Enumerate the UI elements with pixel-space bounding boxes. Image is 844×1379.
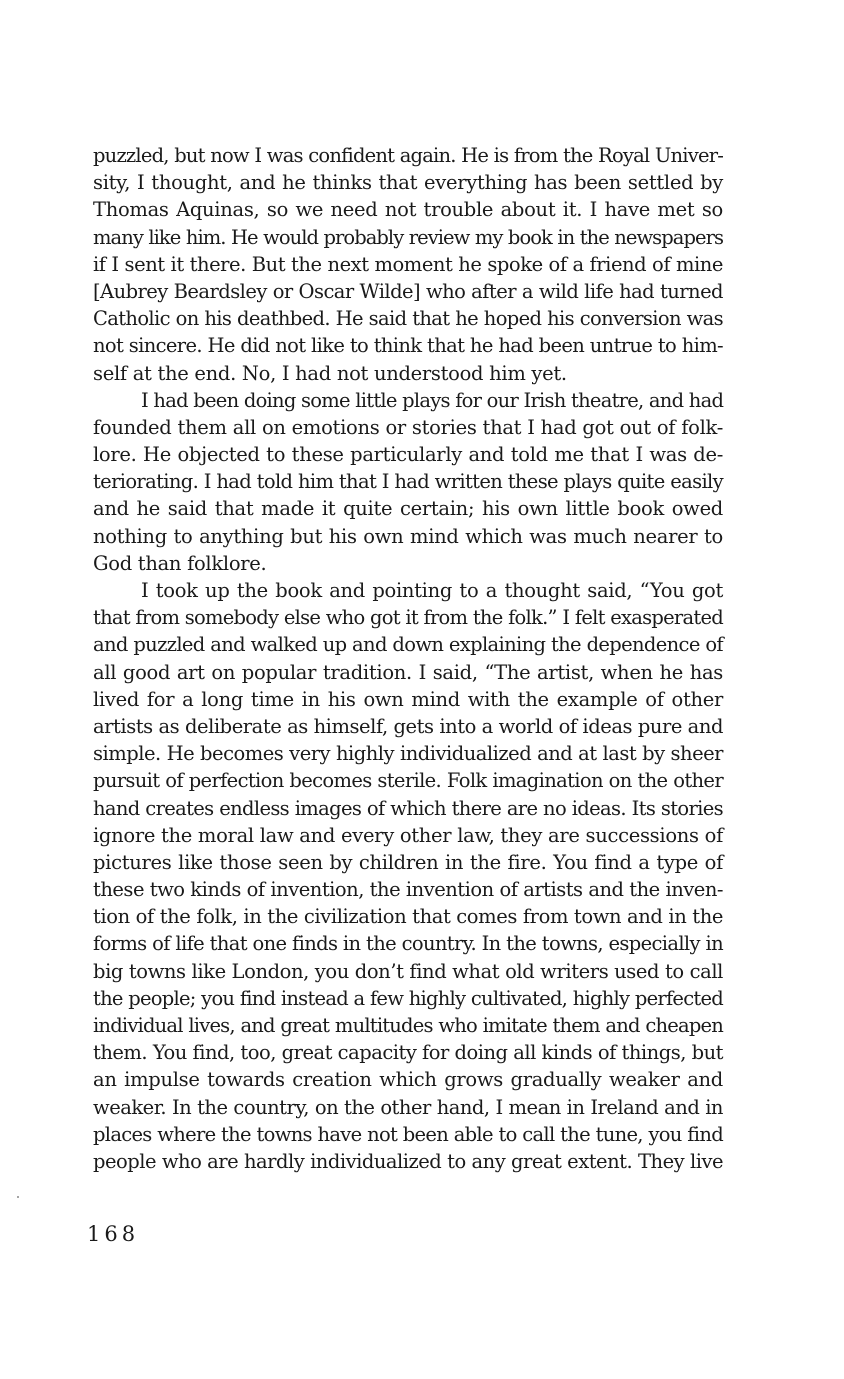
text-line: not sincere. He did not like to think that he had been untrue to him- — [93, 334, 723, 358]
text-line: many like him. He would probably review my book in the newspapers — [93, 225, 723, 249]
text-line: big towns like London, you don’t find what old writers used to call — [93, 959, 723, 983]
text-line: places where the towns have not been able to call the tune, you find — [93, 1122, 723, 1146]
text-line: pictures like those seen by children in the fire. You find a type of — [93, 850, 723, 874]
text-line: I had been doing some little plays for our Irish theatre, and had — [141, 388, 724, 412]
text-line: lived for a long time in his own mind with the example of other — [93, 687, 723, 711]
text-line: founded them all on emotions or stories that I had got out of folk- — [93, 415, 723, 439]
text-line: nothing to anything but his own mind which was much nearer to — [93, 524, 723, 548]
text-line: Thomas Aquinas, so we need not trouble about it. I have met so — [93, 198, 723, 222]
text-line: people who are hardly individualized to any great extent. They live — [93, 1149, 723, 1173]
text-line: tion of the folk, in the civilization that comes from town and in the — [93, 905, 723, 929]
text-line: lore. He objected to these particularly and told me that I was de- — [93, 443, 723, 467]
text-line: artists as deliberate as himself, gets into a world of ideas pure and — [93, 714, 723, 738]
text-line: puzzled, but now I was confident again. He is from the Royal Univer- — [93, 144, 723, 167]
text-line: individual lives, and great multitudes who imitate them and cheapen — [93, 1014, 723, 1037]
text-line: simple. He becomes very highly individualized and at last by sheer — [93, 742, 723, 766]
text-line: God than folklore. — [93, 551, 267, 575]
text-line: pursuit of perfection becomes sterile. Folk imagination on the other — [93, 769, 723, 793]
text-line: that from somebody else who got it from the folk.” I felt exasperated — [93, 606, 723, 630]
body-text — [93, 142, 723, 1175]
text-line: teriorating. I had told him that I had written these plays quite easily — [93, 470, 723, 494]
text-line: them. You find, too, great capacity for doing all kinds of things, but — [93, 1041, 723, 1065]
text-line: [Aubrey Beardsley or Oscar Wilde] who after a wild life had turned — [93, 279, 723, 303]
text-line: hand creates endless images of which there are no ideas. Its stories — [93, 796, 723, 820]
text-line: sity, I thought, and he thinks that everything has been settled by — [93, 171, 723, 195]
text-line: and puzzled and walked up and down explaining the dependence of — [93, 633, 723, 657]
text-line: Catholic on his deathbed. He said that he hoped his conversion was — [93, 307, 723, 331]
text-line: the people; you find instead a few highly cultivated, highly perfected — [93, 986, 723, 1010]
text-line: I took up the book and pointing to a thought said, “You got — [141, 579, 723, 602]
text-line: these two kinds of invention, the invention of artists and the inven- — [93, 878, 723, 902]
text-line: forms of life that one finds in the country. In the towns, especially in — [93, 932, 723, 956]
text-line: self at the end. No, I had not understood him yet. — [93, 361, 567, 385]
page-number: 168 — [87, 1222, 140, 1246]
text-line: all good art on popular tradition. I said, “The artist, when he has — [93, 660, 723, 684]
text-line: an impulse towards creation which grows gradually weaker and — [93, 1068, 723, 1092]
scan-speck — [17, 1196, 19, 1198]
text-line: if I sent it there. But the next moment he spoke of a friend of mine — [93, 252, 723, 276]
text-line: and he said that made it quite certain; his own little book owed — [93, 497, 723, 521]
text-line: ignore the moral law and every other law, they are successions of — [93, 823, 723, 847]
text-line: weaker. In the country, on the other hand, I mean in Ireland and in — [93, 1095, 723, 1119]
